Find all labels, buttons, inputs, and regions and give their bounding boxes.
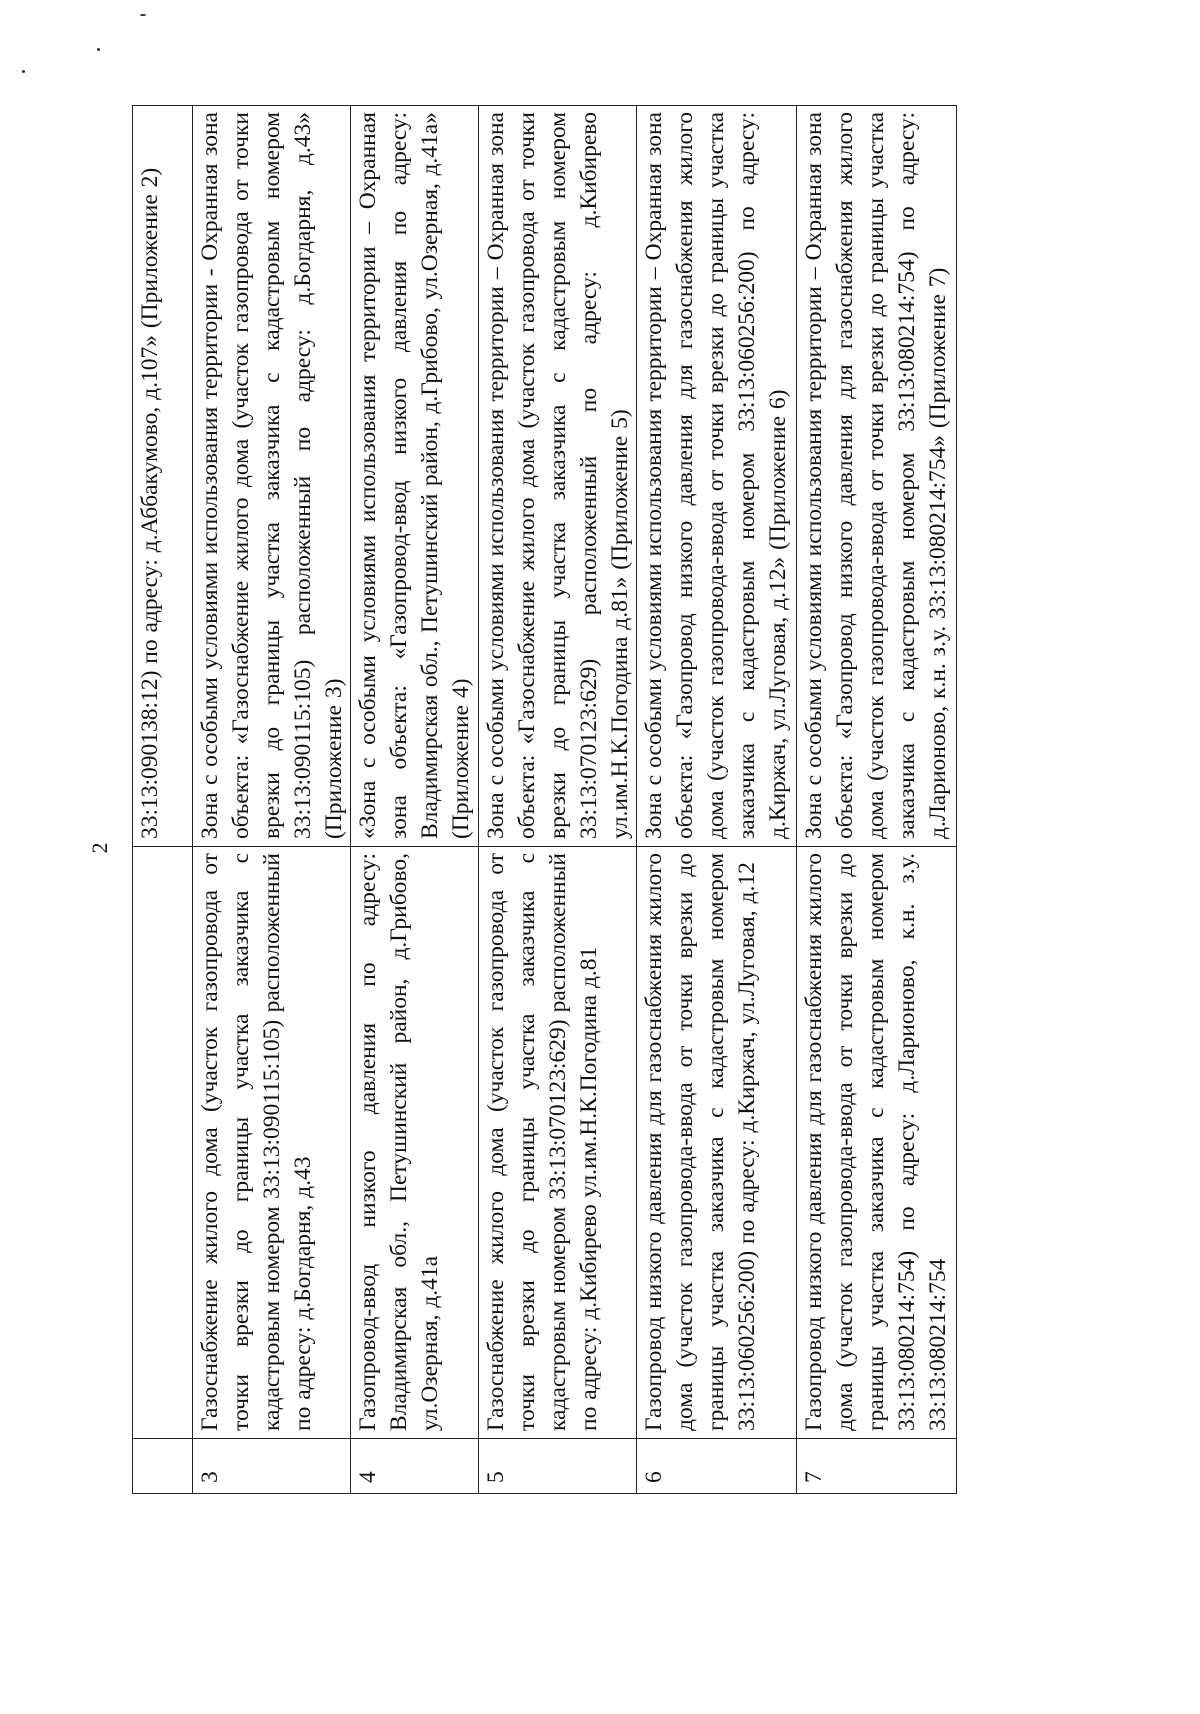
zone-cell: «Зона с особыми условиями использования территории – Охранная зона объекта: «Газопровод-ввод низкого давления по адресу: Владимирская обл., Петушинский район, д.Грибово, ул.Озерная, д.41а» (Приложение 4) bbox=[351, 106, 479, 847]
scan-speck bbox=[97, 48, 100, 51]
zone-cell: Зона с особыми условиями использования территории – Охранная зона объекта: «Газопровод низкого давления для газоснабжения жилого дома (участок газопровода-ввода от точки врезки до границы участка заказчика с кадастровым номером 33:13:060256:200) по адресу: д.Киржач, ул.Луговая, д.12» (Приложение 6) bbox=[637, 106, 797, 847]
scan-speck bbox=[140, 14, 146, 16]
table-row bbox=[637, 106, 797, 1494]
zone-cell: Зона с особыми условиями использования территории – Охранная зона объекта: «Газопровод низкого давления для газоснабжения жилого дома (участок газопровода-ввода от точки врезки до границы участка заказчика с кадастровым номером 33:13:080214:754) по адресу: д.Ларионово, к.н. з.у. 33:13:080214:754» (Приложение 7) bbox=[797, 106, 957, 847]
object-cell: Газоснабжение жилого дома (участок газопровода от точки врезки до границы участка заказчика с кадастровым номером 33:13:090115:105) расположенный по адресу: д.Богдарня, д.43 bbox=[193, 847, 351, 1439]
zone-cell: Зона с особыми условиями использования территории – Охранная зона объекта: «Газоснабжение жилого дома (участок газопровода от точки врезки до границы участка заказчика с кадастровым номером 33:13:070123:629) расположенный по адресу: д.Кибирево ул.им.Н.К.Погодина д.81» (Приложение 5) bbox=[479, 106, 637, 847]
table-row bbox=[797, 106, 957, 1494]
page-number: 2 bbox=[87, 842, 112, 854]
row-number: 4 bbox=[351, 1439, 479, 1494]
table-row bbox=[193, 106, 351, 1494]
object-cell: Газопровод-ввод низкого давления по адресу: Владимирская обл., Петушинский район, д.Грибово, ул.Озерная, д.41а bbox=[351, 847, 479, 1439]
row-number bbox=[133, 1439, 193, 1494]
zone-cell: 33:13:090138:12) по адресу: д.Аббакумово, д.107» (Приложение 2) bbox=[133, 106, 193, 847]
object-cell: Газоснабжение жилого дома (участок газопровода от точки врезки до границы участка заказчика с кадастровым номером 33:13:070123:629) расположенный по адресу: д.Кибирево ул.им.Н.К.Погодина д.81 bbox=[479, 847, 637, 1439]
object-cell: Газопровод низкого давления для газоснабжения жилого дома (участок газопровода-ввода от точки врезки до границы участка заказчика с кадастровым номером 33:13:060256:200) по адресу: д.Киржач, ул.Луговая, д.12 bbox=[637, 847, 797, 1439]
row-number: 3 bbox=[193, 1439, 351, 1494]
scan-speck bbox=[22, 70, 25, 73]
object-cell: Газопровод низкого давления для газоснабжения жилого дома (участок газопровода-ввода от точки врезки до границы участка заказчика с кадастровым номером 33:13:080214:754) по адресу: д.Ларионово, к.н. з.у. 33:13:080214:754 bbox=[797, 847, 957, 1439]
table-row bbox=[351, 106, 479, 1494]
row-number: 5 bbox=[479, 1439, 637, 1494]
table-rotated-container bbox=[132, 106, 951, 1494]
row-number: 7 bbox=[797, 1439, 957, 1494]
zone-cell: Зона с особыми условиями использования территории - Охранная зона объекта: «Газоснабжение жилого дома (участок газопровода от точки врезки до границы участка заказчика с кадастровым номером 33:13:090115:105) расположенный по адресу: д.Богдарня, д.43» (Приложение 3) bbox=[193, 106, 351, 847]
row-number: 6 bbox=[637, 1439, 797, 1494]
table-row bbox=[479, 106, 637, 1494]
zones-table bbox=[132, 105, 957, 1494]
table-row-continuation bbox=[133, 106, 193, 1494]
object-cell bbox=[133, 847, 193, 1439]
